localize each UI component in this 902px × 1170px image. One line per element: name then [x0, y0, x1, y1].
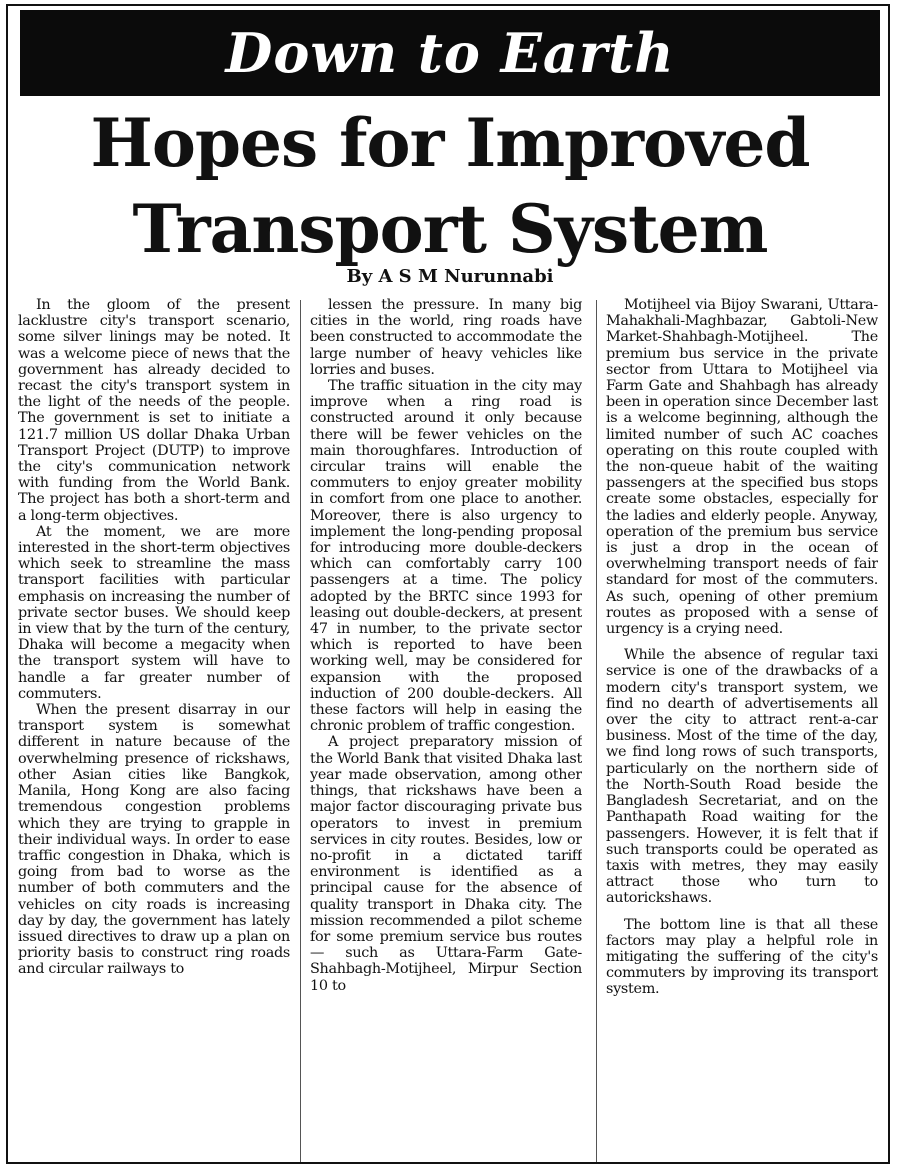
paragraph: The bottom line is that all these factors may play a helpful role in mitigating the suffering of the city's commuters by improving its transport system. [606, 916, 878, 998]
banner-title: Down to Earth [225, 21, 675, 85]
headline-line-1: Hopes for Improved [90, 104, 810, 182]
paragraph: When the present disarray in our transport system is somewhat different in nature because of the overwhelming presence of rickshaws, other Asian cities like Bangkok, Manila, Hong Kong are also facing tremendous congestion problems which they are trying to grapple in their individual ways. In order to ease traffic congestion in Dhaka, which is going from bad to worse as the number of both commuters and the vehicles on city roads is increasing day by day, the government has lately issued directives to draw up a plan on priority basis to construct ring roads and circular railways to [18, 702, 290, 978]
headline-line-2: Transport System [132, 190, 768, 268]
paragraph: The traffic situation in the city may improve when a ring road is constructed around it only because there will be fewer vehicles on the main thoroughfares. Introduction of circular trains will enable the commuters to enjoy greater mobility in comfort from one place to another. Moreover, there is also urgency to implement the long-pending proposal for introducing more double-deckers which can comfortably carry 100 passengers at a time. The policy adopted by the BRTC since 1993 for leasing out double-deckers, at present 47 in number, to the private sector which is reported to have been working well, may be considered for expansion with the proposed induction of 200 double-deckers. All these factors will help in easing the chronic problem of traffic congestion. [310, 378, 582, 735]
paragraph: At the moment, we are more interested in the short-term objectives which seek to streamline the mass transport facilities with particular emphasis on increasing the number of private sector buses. We should keep in view that by the turn of the century, Dhaka will become a megacity when the transport system will have to handle a far greater number of commuters. [18, 523, 290, 702]
column-banner [20, 10, 880, 96]
paragraph: While the absence of regular taxi service is one of the drawbacks of a modern city's transport system, we find no dearth of advertisements all over the city to attract rent-a-car business. Most of the time of the day, we find long rows of such transports, particularly on the northern side of the North-South Road beside the Bangladesh Secretariat, and on the Panthapath Road waiting for the passengers. However, it is felt that if such transports could be operated as taxis with metres, they may easily attract those who turn to autorickshaws. [606, 647, 878, 907]
article-column-3 [606, 297, 878, 1163]
paragraph: lessen the pressure. In many big cities in the world, ring roads have been constructed to accommodate the large number of heavy vehicles like lorries and buses. [310, 297, 582, 378]
paragraph: In the gloom of the present lacklustre city's transport scenario, some silver linings may be noted. It was a welcome piece of news that the government has already decided to recast the city's transport system in the light of the needs of the people. The government is set to initiate a 121.7 million US dollar Dhaka Urban Transport Project (DUTP) to improve the city's communication network with funding from the World Bank. The project has both a short-term and a long-term objectives. [18, 297, 290, 524]
article-headline [20, 100, 880, 272]
article-column-1 [18, 297, 290, 1163]
paragraph: Motijheel via Bijoy Swarani, Uttara-Mahakhali-Maghbazar, Gabtoli-New Market-Shahbagh-Motijheel. The premium bus service in the private sector from Uttara to Motijheel via Farm Gate and Shahbagh has already been in operation since December last is a welcome beginning, although the limited number of such AC coaches operating on this route coupled with the non-queue habit of the waiting passengers at the specified bus stops create some obstacles, especially for the ladies and elderly people. Anyway, operation of the premium bus service is just a drop in the ocean of overwhelming transport needs of fair standard for most of the commuters. As such, opening of other premium routes as proposed with a sense of urgency is a crying need. [606, 297, 878, 638]
paragraph: A project preparatory mission of the World Bank that visited Dhaka last year made observation, among other things, that rickshaws have been a major factor discouraging private bus operators to invest in premium services in city routes. Besides, low or no-profit in a dictated tariff environment is identified as a principal cause for the absence of quality transport in Dhaka city. The mission recommended a pilot scheme for some premium service bus routes — such as Uttara-Farm Gate-Shahbagh-Motijheel, Mirpur Section 10 to [310, 734, 582, 994]
byline: By A S M Nurunnabi [346, 266, 554, 287]
column-divider [596, 300, 597, 1162]
column-divider [300, 300, 301, 1162]
article-column-2 [310, 297, 582, 1163]
